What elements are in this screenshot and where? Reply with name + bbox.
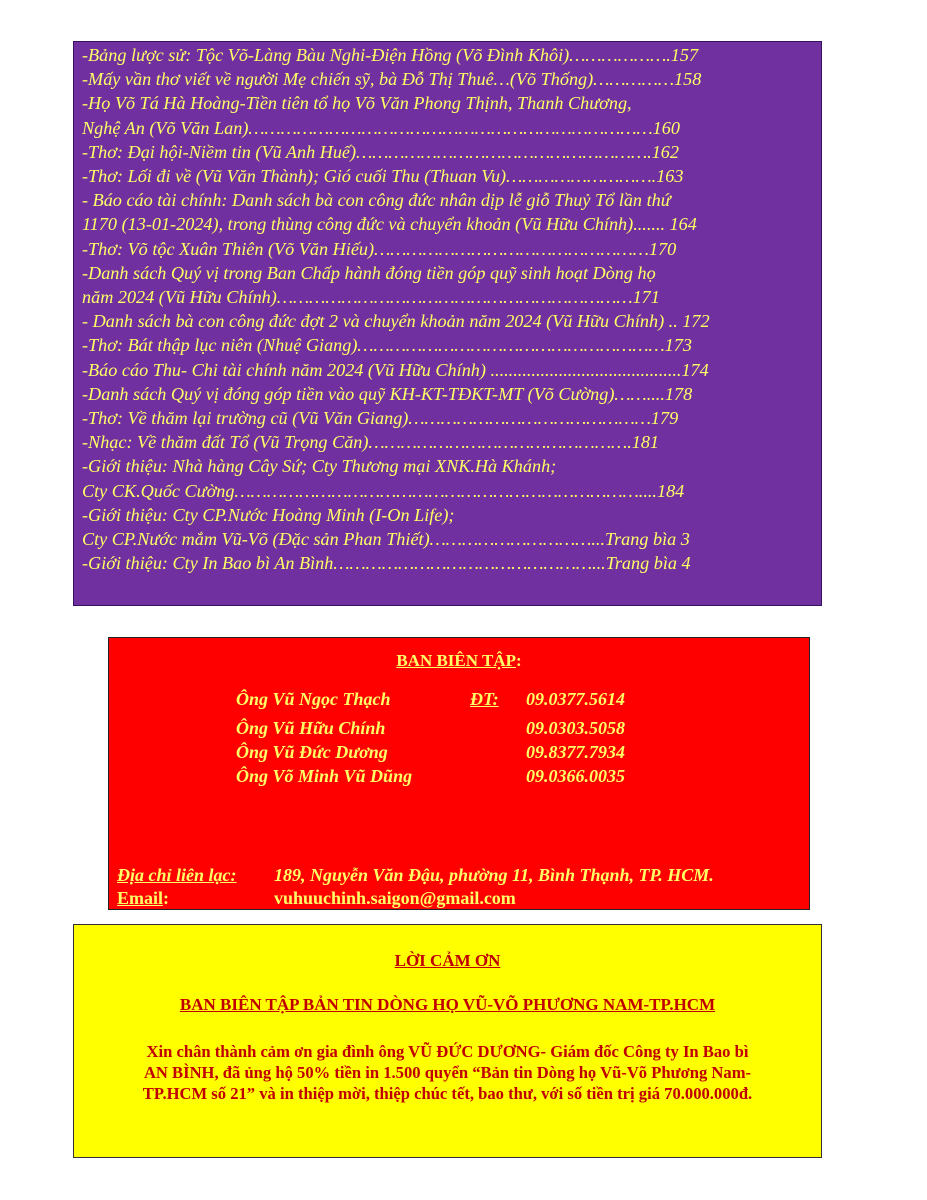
toc-entry: -Thơ: Đại hội-Niềm tin (Vũ Anh Huế)……………………………………………….162 xyxy=(82,142,679,162)
address-value: 189, Nguyễn Văn Đậu, phường 11, Bình Thạnh, TP. HCM. xyxy=(274,865,714,885)
member-phone: 09.0303.5058 xyxy=(526,718,625,738)
toc-entry: - Báo cáo tài chính: Danh sách bà con công đức nhân dịp lễ giỗ Thuỷ Tổ lần thứ xyxy=(82,190,671,210)
thanks-line: AN BÌNH, đã ủng hộ 50% tiền in 1.500 quyển “Bản tin Dòng họ Vũ-Võ Phương Nam- xyxy=(143,1063,752,1082)
member-name: Ông Vũ Đức Dương xyxy=(236,742,388,762)
thanks-line: Xin chân thành cảm ơn gia đình ông VŨ ĐỨC DƯƠNG- Giám đốc Công ty In Bao bì xyxy=(146,1042,749,1061)
toc-entry: -Thơ: Bát thập lục niên (Nhuệ Giang)…………………………………………………173 xyxy=(82,335,692,355)
toc-entry: -Thơ: Về thăm lại trường cũ (Vũ Văn Giang)………………………………………179 xyxy=(82,408,679,428)
toc-entry: -Danh sách Quý vị trong Ban Chấp hành đóng tiền góp quỹ sinh hoạt Dòng họ xyxy=(82,263,656,283)
toc-entry: 1170 (13-01-2024), trong thùng công đức và chuyển khoản (Vũ Hữu Chính)....... 164 xyxy=(82,214,697,234)
toc-entry: Cty CK.Quốc Cường…………………………………………………………………....184 xyxy=(82,481,685,501)
toc-entry: - Danh sách bà con công đức đợt 2 và chuyển khoản năm 2024 (Vũ Hữu Chính) .. 172 xyxy=(82,311,710,331)
toc-entry: -Thơ: Lối đi về (Vũ Văn Thành); Gió cuối Thu (Thuan Vu)……………………….163 xyxy=(82,166,684,186)
toc-entry: -Bảng lược sử: Tộc Võ-Làng Bàu Nghi-Điện Hồng (Võ Đình Khôi)……………….157 xyxy=(82,45,699,65)
toc-entry: Nghệ An (Võ Văn Lan)…………………………………………………………………160 xyxy=(82,118,680,138)
toc-entry: Cty CP.Nước mắm Vũ-Võ (Đặc sản Phan Thiết)…………………………...Trang bìa 3 xyxy=(82,529,690,549)
toc-entry: -Thơ: Võ tộc Xuân Thiên (Võ Văn Hiếu)……………………………………………170 xyxy=(82,239,677,259)
table-of-contents xyxy=(73,41,822,606)
toc-entry: -Nhạc: Về thăm đất Tổ (Vũ Trọng Căn)………………………………………….181 xyxy=(82,432,660,452)
toc-entry: -Báo cáo Thu- Chi tài chính năm 2024 (Vũ Hữu Chính) ..........................................174 xyxy=(82,360,709,380)
toc-entry: -Giới thiệu: Nhà hàng Cây Sứ; Cty Thương mại XNK.Hà Khánh; xyxy=(82,456,557,476)
toc-entry: -Danh sách Quý vị đóng góp tiền vào quỹ KH-KT-TĐKT-MT (Võ Cường)……....178 xyxy=(82,384,693,404)
member-name: Ông Vũ Hữu Chính xyxy=(236,718,386,738)
toc-entry: -Mấy vần thơ viết về người Mẹ chiến sỹ, bà Đỗ Thị Thuê…(Võ Thống)……………158 xyxy=(82,69,702,89)
thanks-body xyxy=(80,1041,815,1104)
toc-entry: -Giới thiệu: Cty In Bao bì An Bình…………………………………………...Trang bìa 4 xyxy=(82,553,691,573)
editorial-board xyxy=(108,637,810,910)
toc-entry: năm 2024 (Vũ Hữu Chính)…………………………………………………………171 xyxy=(82,287,660,307)
email-label: Email: xyxy=(117,888,170,908)
toc-entry: -Họ Võ Tá Hà Hoàng-Tiền tiên tổ họ Võ Văn Phong Thịnh, Thanh Chương, xyxy=(82,93,632,113)
address-label: Địa chỉ liên lạc: xyxy=(117,865,237,885)
member-phone: 09.0366.0035 xyxy=(526,766,625,786)
thanks-section xyxy=(73,924,822,1158)
board-title: BAN BIÊN TẬP: xyxy=(396,651,522,670)
toc-entry: -Giới thiệu: Cty CP.Nước Hoàng Minh (I-On Life); xyxy=(82,505,455,525)
phone-label: ĐT: xyxy=(470,689,499,709)
member-name: Ông Vũ Ngọc Thạch xyxy=(236,689,391,709)
thanks-line: TP.HCM số 21” và in thiệp mời, thiệp chúc tết, bao thư, với số tiền trị giá 70.000.000đ. xyxy=(142,1084,753,1103)
email-link[interactable]: vuhuuchinh.saigon@gmail.com xyxy=(274,888,516,908)
thanks-subtitle: BAN BIÊN TẬP BẢN TIN DÒNG HỌ VŨ-VÕ PHƯƠNG NAM-TP.HCM xyxy=(179,995,716,1014)
member-name: Ông Võ Minh Vũ Dũng xyxy=(236,766,413,786)
member-phone: 09.0377.5614 xyxy=(526,689,625,709)
member-phone: 09.8377.7934 xyxy=(526,742,625,762)
thanks-title: LỜI CẢM ƠN xyxy=(394,951,501,970)
